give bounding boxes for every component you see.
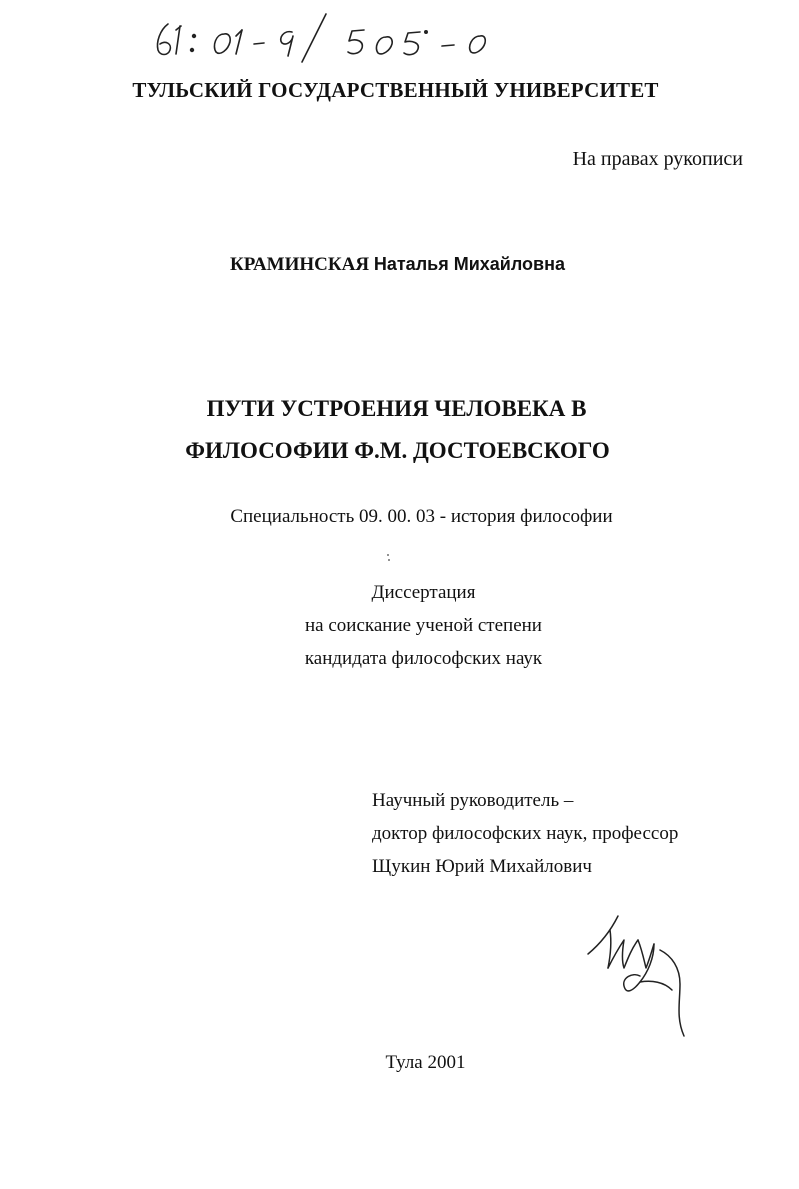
- scan-speck: [386, 552, 392, 567]
- university-name: [0, 78, 799, 103]
- specialty-text: Специальность 09. 00. 03 - история философии: [230, 506, 613, 527]
- supervisor-line-3: Щукин Юрий Михайлович: [372, 856, 592, 877]
- scan-speck-mark: [386, 553, 392, 563]
- title-line-1: ПУТИ УСТРОЕНИЯ ЧЕЛОВЕКА В: [206, 396, 587, 421]
- author-name: [0, 254, 799, 276]
- handwritten-signature: [580, 910, 710, 1050]
- degree-line-2: на соискание ученой степени: [305, 615, 542, 636]
- supervisor-line-2: доктор философских наук, профессор: [372, 823, 679, 844]
- title-line-2: ФИЛОСОФИИ Ф.М. ДОСТОЕВСКОГО: [185, 438, 610, 463]
- handwritten-archive-number: [150, 10, 510, 70]
- handwritten-archive-number-drawing: [150, 10, 510, 70]
- degree-line-1: Диссертация: [371, 582, 476, 603]
- handwritten-signature-drawing: [580, 910, 710, 1050]
- city-and-year: [0, 1052, 799, 1074]
- author-given-names: Наталья Михайловна: [373, 254, 565, 274]
- supervisor-block: [372, 784, 678, 883]
- specialty: [0, 506, 799, 528]
- degree-statement: [0, 576, 799, 675]
- supervisor-line-1: Научный руководитель –: [372, 790, 574, 811]
- dissertation-title: [0, 388, 799, 472]
- degree-line-3: кандидата философских наук: [304, 648, 543, 669]
- university-name-text: ТУЛЬСКИЙ ГОСУДАРСТВЕННЫЙ УНИВЕРСИТЕТ: [132, 78, 659, 102]
- author-surname: КРАМИНСКАЯ: [230, 254, 370, 275]
- rights-note: На правах рукописи: [572, 148, 743, 170]
- city-and-year-text: Тула 2001: [385, 1052, 466, 1073]
